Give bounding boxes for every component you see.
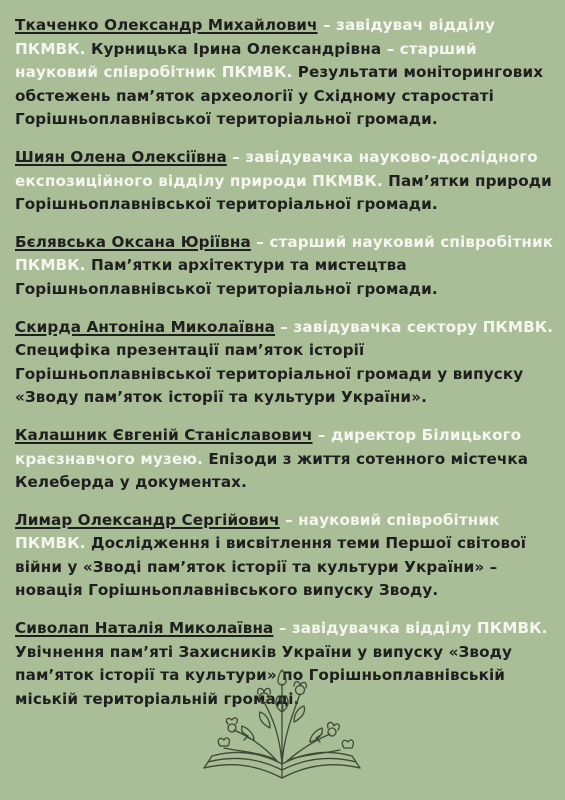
open-book-with-flowers-icon	[198, 668, 366, 790]
speaker-role: – науковий співробітник ПКМВК.	[15, 510, 500, 553]
talk-title: Пам’ятки архітектури та мистецтва Горішньоплавнівської територіальної громади.	[15, 256, 438, 298]
speaker-role: – завідувачка науково-дослідного експозиційного відділу природи ПКМВК.	[15, 147, 538, 190]
entry-skyrda	[15, 316, 560, 410]
speakers-list	[15, 14, 560, 725]
talk-title: Специфіка презентації пам’яток історії Горішньоплавнівської територіальної громади у випуску «Зводу пам’яток історії та культури України».	[15, 341, 524, 407]
speaker-role: – старший науковий співробітник ПКМВК.	[15, 39, 477, 82]
entry-shiyan	[15, 146, 560, 217]
speaker-role: – старший науковий співробітник ПКМВК.	[15, 232, 554, 275]
entry-tkachenko	[15, 14, 560, 132]
speaker-role: – завідувач відділу ПКМВК.	[15, 16, 495, 58]
entry-bieliavska	[15, 231, 560, 302]
entry-kalashnyk	[15, 424, 560, 495]
speaker-role: – завідувачка сектору ПКМВК.	[275, 317, 554, 336]
speaker-role: – директор Білицького краєзнавчого музею.	[15, 425, 522, 468]
speaker-role: – завідувачка відділу ПКМВК.	[273, 619, 548, 638]
speaker-name: Сиволап Наталія Миколаївна	[15, 619, 274, 638]
speaker-name: Скирда Антоніна Миколаївна	[15, 317, 276, 336]
speaker-name: Ткаченко Олександр Михайлович	[15, 16, 318, 34]
speaker-name-secondary: Курницька Ірина Олександрівна	[85, 39, 382, 58]
speaker-name: Шиян Олена Олексіївна	[15, 147, 227, 166]
entry-lymar	[15, 509, 560, 603]
talk-title: Епізоди з життя сотенного містечка Келеберда у документах.	[15, 449, 529, 492]
talk-title: Пам’ятки природи Горішньоплавнівської територіальної громади.	[15, 171, 552, 214]
talk-title: Результати моніторингових обстежень пам’яток археології у Східному старостаті Горішньоплавнівської територіальної громади.	[15, 63, 544, 129]
speaker-name: Бєлявська Оксана Юріївна	[15, 232, 251, 251]
talk-title: Увічнення пам’яті Захисників України у випуску «Зводу пам’яток історії та культури» по Горішньоплавнівській міській територіальній громаді.	[15, 642, 512, 708]
talk-title: Дослідження і висвітлення теми Першої світової війни у «Зводі пам’яток історії та культури України» – новація Горішньоплавнівського випуску Зводу.	[15, 534, 527, 600]
speaker-name: Лимар Олександр Сергійович	[15, 510, 280, 529]
speaker-name: Калашник Євгеній Станіславович	[15, 425, 313, 444]
